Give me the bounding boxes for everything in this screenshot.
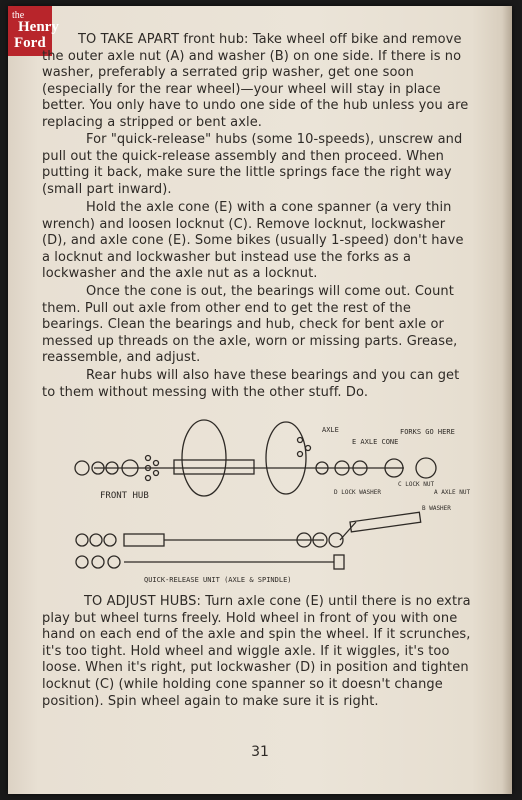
page-edge-shadow [502,6,512,794]
quick-release-label: QUICK-RELEASE UNIT (AXLE & SPINDLE) [144,576,292,584]
axle-label: AXLE [322,426,339,434]
logo-line-3: Ford [14,35,46,51]
hub-exploded-diagram [64,410,484,600]
book-page [8,6,512,794]
washer-label: B WASHER [422,505,451,512]
quick-release-unit [76,512,421,569]
forks-label: FORKS GO HERE [400,428,455,436]
paragraph-take-apart: TO TAKE APART front hub: Take wheel off bike and remove the outer axle nut (A) and washer (B) on one side. If there is no washer, preferably a serrated grip washer, get one soon (especially for the rear wheel)—your wheel will stay in place better. You only have to undo one side of the hub unless you are replacing a stripped or bent axle. [42,32,469,130]
page-number: 31 [251,744,269,760]
logo-line-1: the [12,10,25,21]
paragraph-axle-cone: Hold the axle cone (E) with a cone spanner (a very thin wrench) and loosen locknut (C). Remove locknut, lockwasher (D), and axle cone (E). Some bikes (usually 1-speed) don't have a locknut and lockwasher but instead use the forks as a lockwasher and the axle nut as a locknut. [42,200,464,282]
paragraph-adjust-hubs: TO ADJUST HUBS: Turn axle cone (E) until there is no extra play but wheel turns freely. Hold wheel in front of you with one hand on each end of the axle and spin the wheel. If it scrunches, it's too tight. Hold wheel and wiggle axle. If it wiggles, it's too loose. When it's right, put lockwasher (D) in position and tighten locknut (C) (while holding cone spanner so it doesn't change position). Spin wheel again to make sure it is right. [42,594,471,709]
hub-flange-left [182,420,226,496]
logo-line-2: Henry [18,19,59,35]
front-hub-label: FRONT HUB [100,491,149,501]
hub-flange-right [266,422,306,494]
hub-body [174,460,254,474]
axle-cone-label: E AXLE CONE [352,438,399,446]
left-nut [75,461,89,475]
paragraph-bearings: Once the cone is out, the bearings will come out. Count them. Pull out axle from other end to get the rest of the bearings. Clean the bearings and hub, check for bent axle or messed up threads on the axle, worn or missing parts. Grease, reassemble, and adjust. [42,284,458,366]
paragraph-quick-release: For "quick-release" hubs (some 10-speeds), unscrew and pull out the quick-release assembly and then proceed. When putting it back, make sure the little springs face the right way (small part inward). [42,132,463,197]
paragraph-rear-hubs: Rear hubs will also have these bearings and you can get to them without messing with the other stuff. Do. [42,368,460,400]
lock-nut-label: C LOCK NUT [398,481,435,488]
axle-nut-label: A AXLE NUT [434,489,471,496]
washer-b [416,458,436,478]
lock-washer-label: D LOCK WASHER [334,489,381,496]
